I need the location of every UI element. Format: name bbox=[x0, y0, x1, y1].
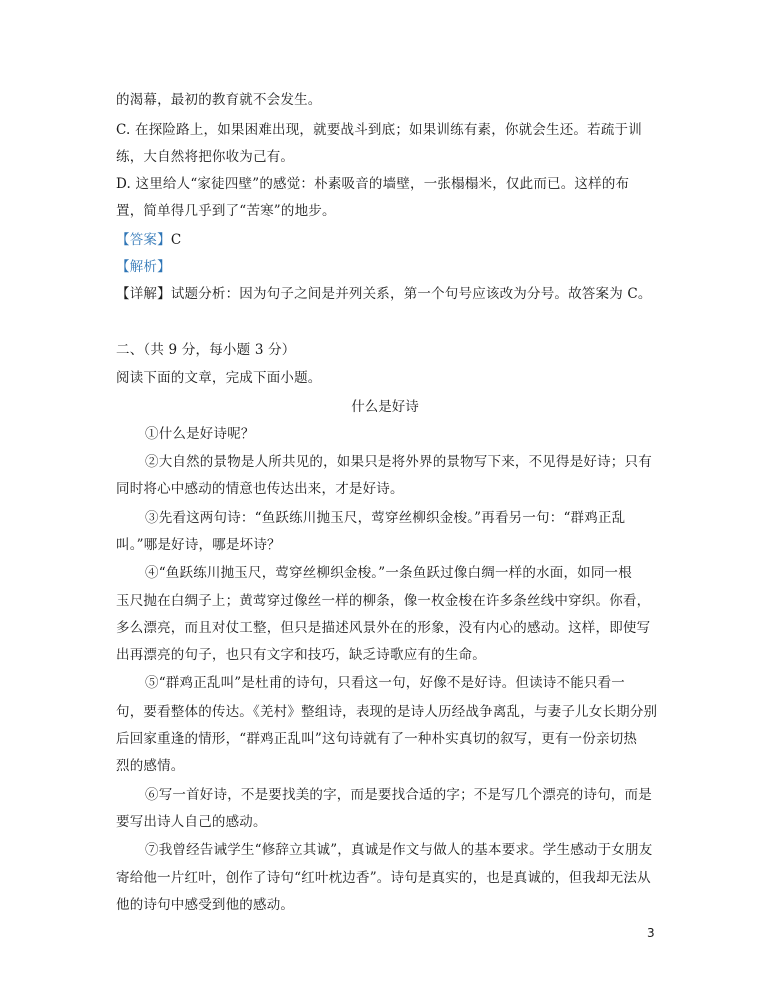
article-title: 什么是好诗 bbox=[351, 399, 419, 415]
paragraph-line: ⑥写一首好诗，不是要找美的字，而是要找合适的字；不是写几个漂亮的诗句，而是 bbox=[145, 787, 652, 803]
paragraph-line: 同时将心中感动的情意也传达出来，才是好诗。 bbox=[116, 481, 404, 497]
paragraph-line: 多么漂亮，而且对仗工整，但只是描述风景外在的形象，没有内心的感动。这样，即使写 bbox=[116, 620, 651, 636]
section-heading: 二、（共 9 分，每小题 3 分） bbox=[116, 342, 296, 358]
paragraph-line: 出再漂亮的句子，也只有文字和技巧，缺乏诗歌应有的生命。 bbox=[116, 647, 486, 663]
section-instruction: 阅读下面的文章，完成下面小题。 bbox=[116, 370, 322, 386]
paragraph-line: ①什么是好诗呢？ bbox=[145, 426, 255, 442]
option-c-line-2: 练，大自然将把你收为己有。 bbox=[116, 149, 295, 165]
paragraph-line: 后回家重逢的情形，“群鸡正乱叫”这句诗就有了一种朴实真切的叙写，更有一份亲切热 bbox=[116, 731, 638, 747]
answer-value: C bbox=[170, 232, 182, 248]
answer-tag: 【答案】 bbox=[116, 232, 171, 248]
option-b-continuation: 的渴幕，最初的教育就不会发生。 bbox=[116, 92, 322, 108]
paragraph-line: ⑤“群鸡正乱叫”是杜甫的诗句，只看这一句，好像不是好诗。但读诗不能只看一 bbox=[145, 675, 626, 691]
option-c-line-1: C. 在探险路上，如果困难出现，就要战斗到底；如果训练有素，你就会生还。若疏于训 bbox=[116, 122, 642, 138]
detail-text: 试题分析：因为句子之间是并列关系，第一个句号应该改为分号。故答案为 C。 bbox=[170, 286, 652, 302]
paragraph-line: ⑦我曾经告诫学生“修辞立其诚”，真诚是作文与做人的基本要求。学生感动于女朋友 bbox=[145, 842, 653, 858]
paragraph-line: ②大自然的景物是人所共见的，如果只是将外界的景物写下来，不见得是好诗；只有 bbox=[145, 454, 652, 470]
option-d-line-1: D. 这里给人“家徒四壁”的感觉：朴素吸音的墙壁，一张榻榻米，仅此而已。这样的布 bbox=[116, 176, 630, 192]
option-d-line-2: 置，简单得几乎到了“苦寒”的地步。 bbox=[116, 203, 336, 219]
detail-line bbox=[116, 284, 652, 304]
answer-line bbox=[116, 230, 181, 250]
paragraph-line: 他的诗句中感受到他的感动。 bbox=[116, 897, 295, 913]
detail-tag: 【详解】 bbox=[116, 286, 171, 302]
analysis-tag: 【解析】 bbox=[116, 259, 171, 275]
paragraph-line: 句，要看整体的传达。《羌村》整组诗，表现的是诗人历经战争离乱，与妻子儿女长期分别 bbox=[116, 704, 658, 720]
paragraph-line: ③先看这两句诗：“鱼跃练川抛玉尺，莺穿丝柳织金梭。”再看另一句：“群鸡正乱 bbox=[145, 510, 626, 526]
paragraph-line: 烈的感情。 bbox=[116, 758, 185, 774]
paragraph-line: 玉尺抛在白绸子上；黄莺穿过像丝一样的柳条，像一枚金梭在许多条丝线中穿织。你看， bbox=[116, 593, 651, 609]
paragraph-line: 寄给他一片红叶，创作了诗句“红叶枕边香”。诗句是真实的，也是真诚的，但我却无法从 bbox=[116, 870, 651, 886]
paragraph-line: 要写出诗人自己的感动。 bbox=[116, 814, 267, 830]
page-number: 3 bbox=[647, 926, 655, 940]
paragraph-line: ④“鱼跃练川抛玉尺，莺穿丝柳织金梭。”一条鱼跃过像白绸一样的水面，如同一根 bbox=[145, 565, 632, 581]
paragraph-line: 叫。”哪是好诗，哪是坏诗？ bbox=[116, 537, 281, 553]
